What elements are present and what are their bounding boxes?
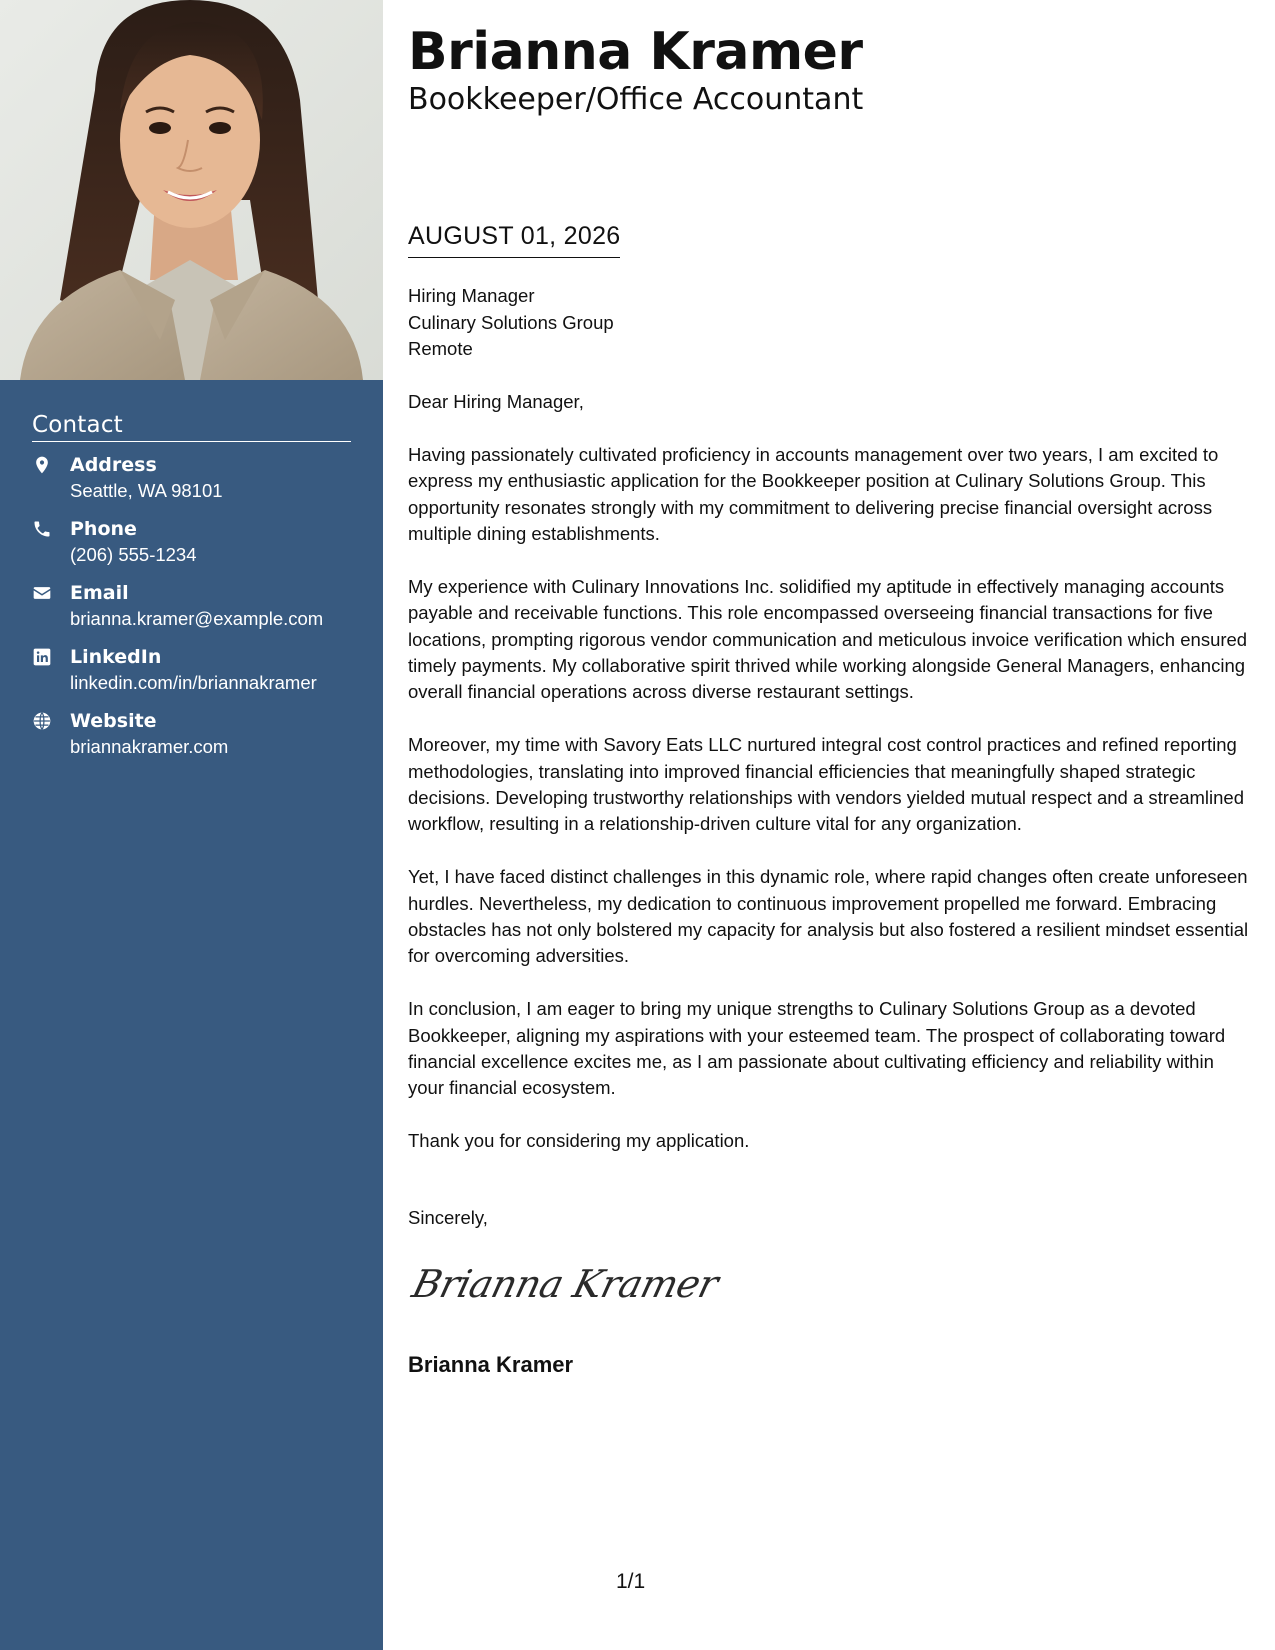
linkedin-icon: [32, 647, 54, 669]
contact-item-address: [32, 453, 351, 503]
page-number: 1/1: [616, 1570, 646, 1593]
contact-label-phone: Phone: [70, 518, 137, 540]
contact-value-address: Seattle, WA 98101: [70, 480, 223, 501]
contact-label-website: Website: [70, 710, 157, 732]
contact-label-linkedin: LinkedIn: [70, 646, 162, 668]
signer-name: Brianna Kramer: [408, 1352, 574, 1377]
contact-item-phone: [32, 517, 351, 567]
contact-heading: Contact: [32, 412, 351, 442]
contact-label-address: Address: [70, 454, 157, 476]
map-pin-icon: [32, 455, 54, 477]
letter-body: [408, 389, 1253, 1181]
globe-icon: [32, 711, 54, 733]
phone-icon: [32, 519, 54, 541]
job-title: Bookkeeper/Office Accountant: [408, 82, 864, 117]
recipient-block: [408, 283, 614, 363]
paragraph: Moreover, my time with Savory Eats LLC nurtured integral cost control practices and refined reporting methodologies, translating into improved financial efficiencies that meaningfully shaped strategic decisions. Developing trustworthy relationships with vendors yielded mutual respect and a streamlined workflow, resulting in a relationship-driven culture vital for any organization.: [408, 734, 1245, 835]
paragraph: Having passionately cultivated proficiency in accounts management over two years, I am excited to express my enthusiastic application for the Bookkeeper position at Culinary Solutions Group. This opportunity resonates strongly with my commitment to delivering precise financial oversight across multiple dining establishments.: [408, 443, 1219, 545]
contact-value-email[interactable]: brianna.kramer@example.com: [70, 608, 324, 629]
contact-section: [32, 412, 351, 773]
candidate-name: Brianna Kramer: [408, 22, 863, 82]
contact-value-phone[interactable]: (206) 555-1234: [70, 544, 197, 565]
paragraph: My experience with Culinary Innovations Inc. solidified my aptitude in effectively managing accounts payable and receivable functions. This role encompassed overseeing financial transactions for five locations, prompting rigorous vendor communication and meticulous invoice verification which ensured timely payments. My collaborative spirit thrived while working alongside General Managers, enhancing overall financial operations across diverse restaurant settings.: [408, 575, 1248, 703]
letter-date: AUGUST 01, 2026: [408, 222, 620, 258]
recipient-company: Culinary Solutions Group: [408, 311, 614, 333]
recipient-location: Remote: [408, 338, 473, 359]
contact-item-email: [32, 581, 351, 631]
sidebar: [0, 0, 383, 1650]
handwritten-signature: Brianna Kramer: [408, 1262, 723, 1306]
profile-photo: [0, 0, 383, 380]
recipient-name: Hiring Manager: [408, 285, 535, 306]
contact-item-website: [32, 709, 351, 759]
contact-label-email: Email: [70, 582, 129, 604]
closing: Sincerely,: [408, 1207, 488, 1228]
salutation: Dear Hiring Manager,: [408, 391, 584, 412]
paragraph: Yet, I have faced distinct challenges in this dynamic role, where rapid changes often create unforeseen hurdles. Nevertheless, my dedication to continuous improvement propelled me forward. Embracing obstacles has not only bolstered my capacity for analysis but also fostered a resilient mindset essential for overcoming adversities.: [408, 866, 1249, 967]
envelope-icon: [32, 583, 54, 605]
paragraph: In conclusion, I am eager to bring my unique strengths to Culinary Solutions Group as a devoted Bookkeeper, aligning my aspirations with your esteemed team. The prospect of collaborating toward financial excellence excites me, as I am passionate about cultivating efficiency and reliability within your financial ecosystem.: [408, 998, 1226, 1099]
contact-value-linkedin[interactable]: linkedin.com/in/briannakramer: [70, 672, 317, 693]
paragraph: Thank you for considering my application.: [408, 1130, 750, 1152]
contact-value-website[interactable]: briannakramer.com: [70, 736, 229, 757]
contact-item-linkedin: [32, 645, 351, 695]
